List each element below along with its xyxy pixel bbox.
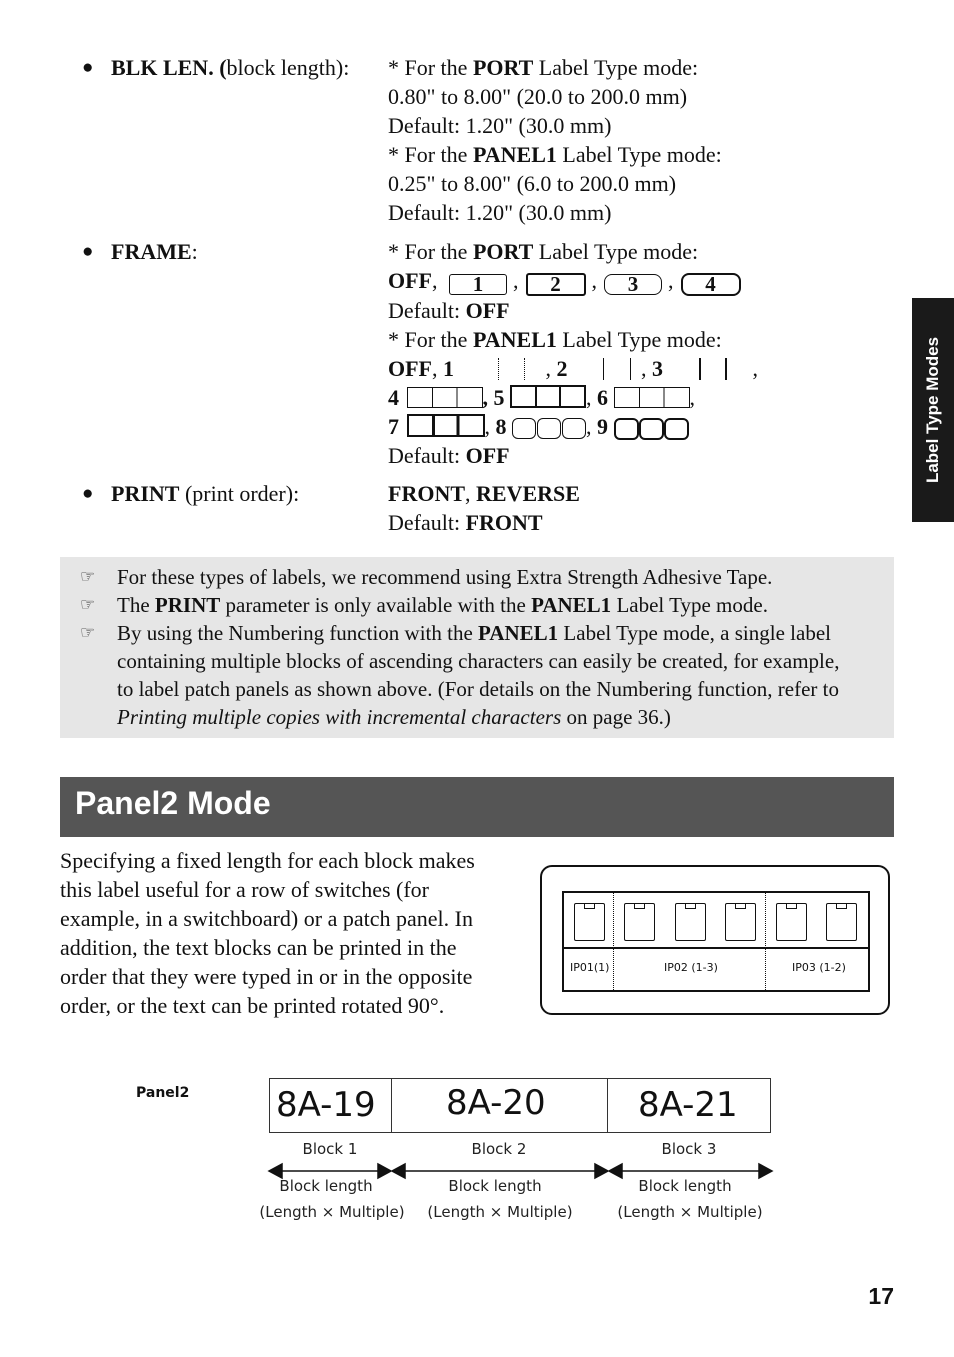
panel-frame-options-row1: OFF, 1 , 2 , 3 , [388, 356, 758, 381]
port-frame-options: OFF, 1 , 2 , 3 , 4 [388, 268, 741, 293]
bullet: ● [82, 241, 94, 262]
frame-option-2: 2 [526, 273, 586, 296]
bullet: ● [82, 57, 94, 78]
frame-option-4: 4 [681, 273, 741, 296]
frame-option-8-boxes [512, 418, 586, 437]
print-values: FRONT, REVERSE Default: FRONT [388, 481, 580, 535]
page-number: 17 [868, 1283, 894, 1309]
patch-panel-body [562, 891, 870, 992]
section-header [60, 777, 894, 837]
port-icon [675, 903, 706, 941]
panel-frame-options-row3: 7 , 8 , 9 [388, 414, 688, 439]
frame-option-2-marks [573, 358, 643, 380]
block-1-name: Block 1 [302, 1140, 358, 1158]
blk-len-label: BLK LEN. (block length): [111, 55, 350, 80]
block-2-length-sub: (Length × Multiple) [427, 1203, 573, 1221]
note-3: By using the Numbering function with the PANEL1 Label Type mode, a single label [117, 621, 831, 645]
panel-label-1: IP01(1) [570, 961, 610, 974]
note-3-line4: Printing multiple copies with incremental characters on page 36.) [117, 705, 671, 729]
section-title: Panel2 Mode [75, 785, 271, 821]
panel-label-2: IP02 (1-3) [664, 961, 718, 974]
pointing-hand-icon: ☞ [80, 567, 96, 586]
frame-option-7-boxes [407, 414, 485, 437]
block-1-length-label: Block length [279, 1177, 373, 1195]
bullet: ● [82, 483, 94, 504]
port-icon [776, 903, 807, 941]
block-2-length-label: Block length [448, 1177, 542, 1195]
note-3-line2: containing multiple blocks of ascending characters can easily be created, for example, [117, 649, 840, 673]
chapter-side-tab-label: Label Type Modes [923, 336, 942, 484]
panel2-description: Specifying a fixed length for each block makes this label useful for a row of switches (for example, in a switchboard) or a patch panel. In addition, the text blocks can be printed in the order that they were typed in or in the opposite order, or the text can be printed rotated 90°. [60, 848, 475, 1018]
pointing-hand-icon: ☞ [80, 623, 96, 642]
port-icon [826, 903, 857, 941]
frame-option-1: 1 [449, 274, 507, 295]
block-3-length-label: Block length [638, 1177, 732, 1195]
block-3-name: Block 3 [661, 1140, 717, 1158]
frame-label: FRAME: [111, 239, 198, 264]
port-icon [624, 903, 655, 941]
panel-label-3: IP03 (1-2) [792, 961, 846, 974]
note-1: For these types of labels, we recommend using Extra Strength Adhesive Tape. [117, 565, 773, 589]
frame-option-1-marks [460, 358, 530, 380]
notes-box [60, 557, 894, 738]
patch-panel-illustration [540, 865, 890, 1015]
frame-option-9-boxes [614, 418, 688, 437]
block-1-length-sub: (Length × Multiple) [259, 1203, 405, 1221]
print-label: PRINT (print order): [111, 481, 300, 506]
frame-option-3: 3 [604, 274, 662, 295]
block-2-name: Block 2 [471, 1140, 527, 1158]
frame-option-6-boxes [614, 387, 690, 408]
note-3-line3: to label patch panels as shown above. (For details on the Numbering function, refer to [117, 677, 839, 701]
note-2: The PRINT parameter is only available with the PANEL1 Label Type mode. [117, 593, 768, 617]
frame-option-3-marks [669, 358, 739, 380]
blk-len-values: * For the PORT Label Type mode: 0.80" to 8.00" (20.0 to 200.0 mm) Default: 1.20" (30.0 mm) * For the PANEL1 Label Type mode: 0.25" to 8.00" (6.0 to 200.0 mm) Default: 1.20" (30.0 mm) [388, 55, 722, 225]
diagram-mode-label: Panel2 [136, 1085, 190, 1101]
chapter-side-tab [912, 298, 954, 522]
frame-option-5-boxes [510, 385, 586, 408]
frame-option-4-boxes [407, 387, 483, 408]
block-3-length-sub: (Length × Multiple) [617, 1203, 763, 1221]
pointing-hand-icon: ☞ [80, 595, 96, 614]
frame-values: * For the PORT Label Type mode: OFF, 1 , 2 , 3 , 4 Default: OFF * For the PANEL1 Label Type mode: OFF, 1 , 2 , 3 , 4 , 5 , 6 , 7 , 8 , 9 Default: OFF [388, 239, 758, 468]
block-1-text: 8A-19 [276, 1085, 376, 1125]
port-icon [725, 903, 756, 941]
panel-frame-options-row2: 4 , 5 , 6 , [388, 385, 695, 410]
block-2-text: 8A-20 [446, 1083, 546, 1123]
block-3-text: 8A-21 [638, 1085, 738, 1125]
port-icon [574, 903, 605, 941]
